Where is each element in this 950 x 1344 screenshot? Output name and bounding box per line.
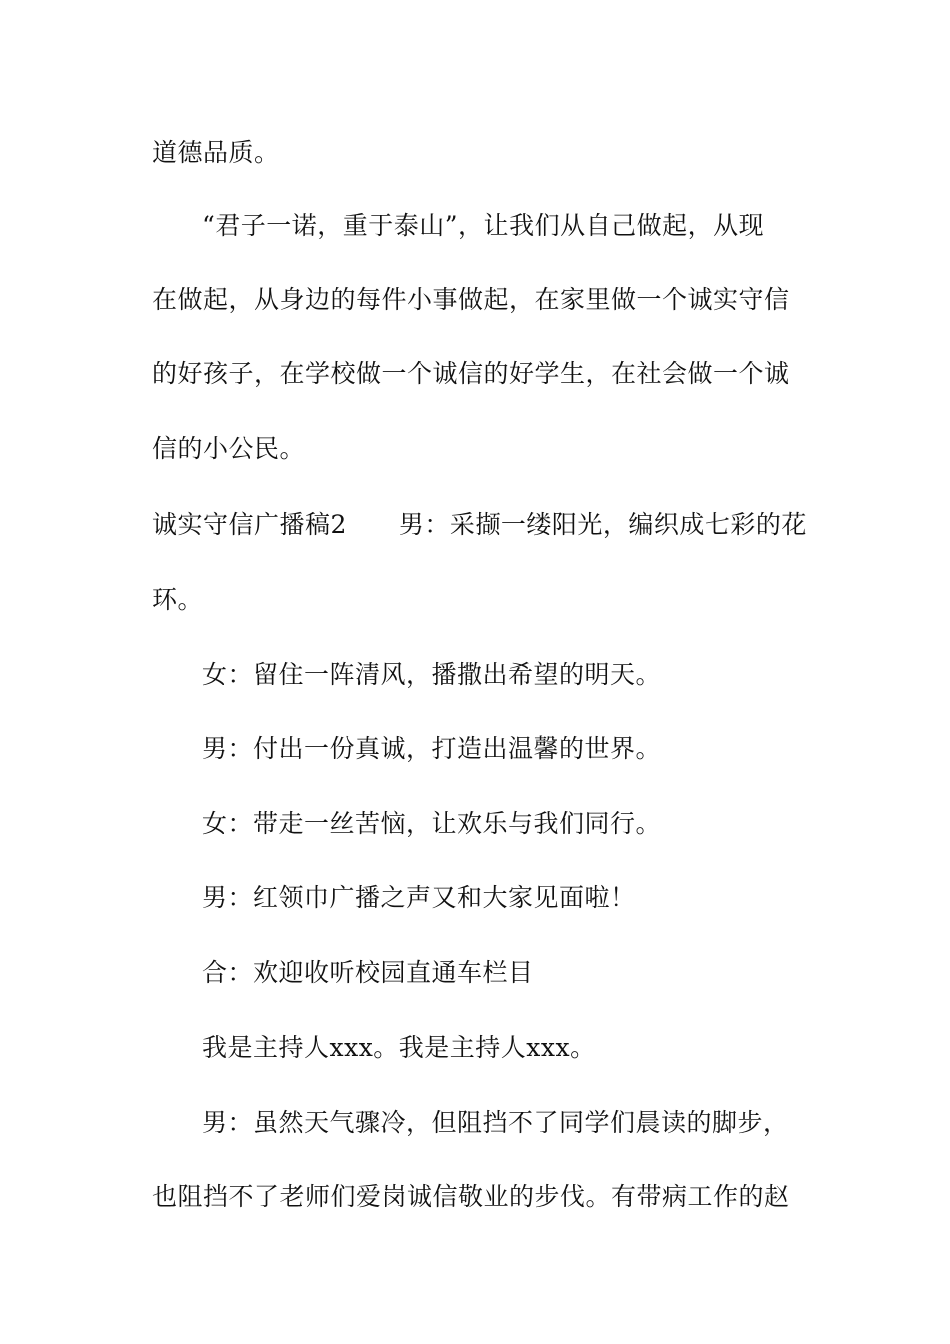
paragraph-line: 也阻挡不了老师们爱岗诚信敬业的步伐。有带病工作的赵	[152, 1182, 790, 1211]
paragraph-line: 道德品质。	[152, 138, 280, 167]
dialogue-line: 女：带走一丝苦恼，让欢乐与我们同行。	[202, 809, 662, 838]
heading-line	[152, 510, 807, 540]
dialogue-line: 男：红领巾广播之声又和大家见面啦！	[202, 883, 636, 912]
paragraph-line: “君子一诺，重于泰山”，让我们从自己做起，从现	[202, 211, 765, 240]
paragraph-line: 信的小公民。	[152, 434, 306, 463]
dialogue-line: 我是主持人xxx。我是主持人xxx。	[202, 1033, 596, 1062]
dialogue-line: 男：虽然天气骤冷，但阻挡不了同学们晨读的脚步，	[202, 1108, 789, 1137]
dialogue-line: 合：欢迎收听校园直通车栏目	[202, 958, 534, 987]
section-title: 诚实守信广播稿2	[152, 510, 347, 539]
paragraph-text: 男：采撷一缕阳光，编织成七彩的花	[398, 510, 807, 539]
paragraph-line: 在做起，从身边的每件小事做起，在家里做一个诚实守信	[152, 285, 790, 314]
dialogue-line: 男：付出一份真诚，打造出温馨的世界。	[202, 734, 662, 763]
paragraph-line: 的好孩子，在学校做一个诚信的好学生，在社会做一个诚	[152, 359, 790, 388]
dialogue-line: 女：留住一阵清风，播撒出希望的明天。	[202, 660, 662, 689]
paragraph-line: 环。	[152, 585, 204, 614]
